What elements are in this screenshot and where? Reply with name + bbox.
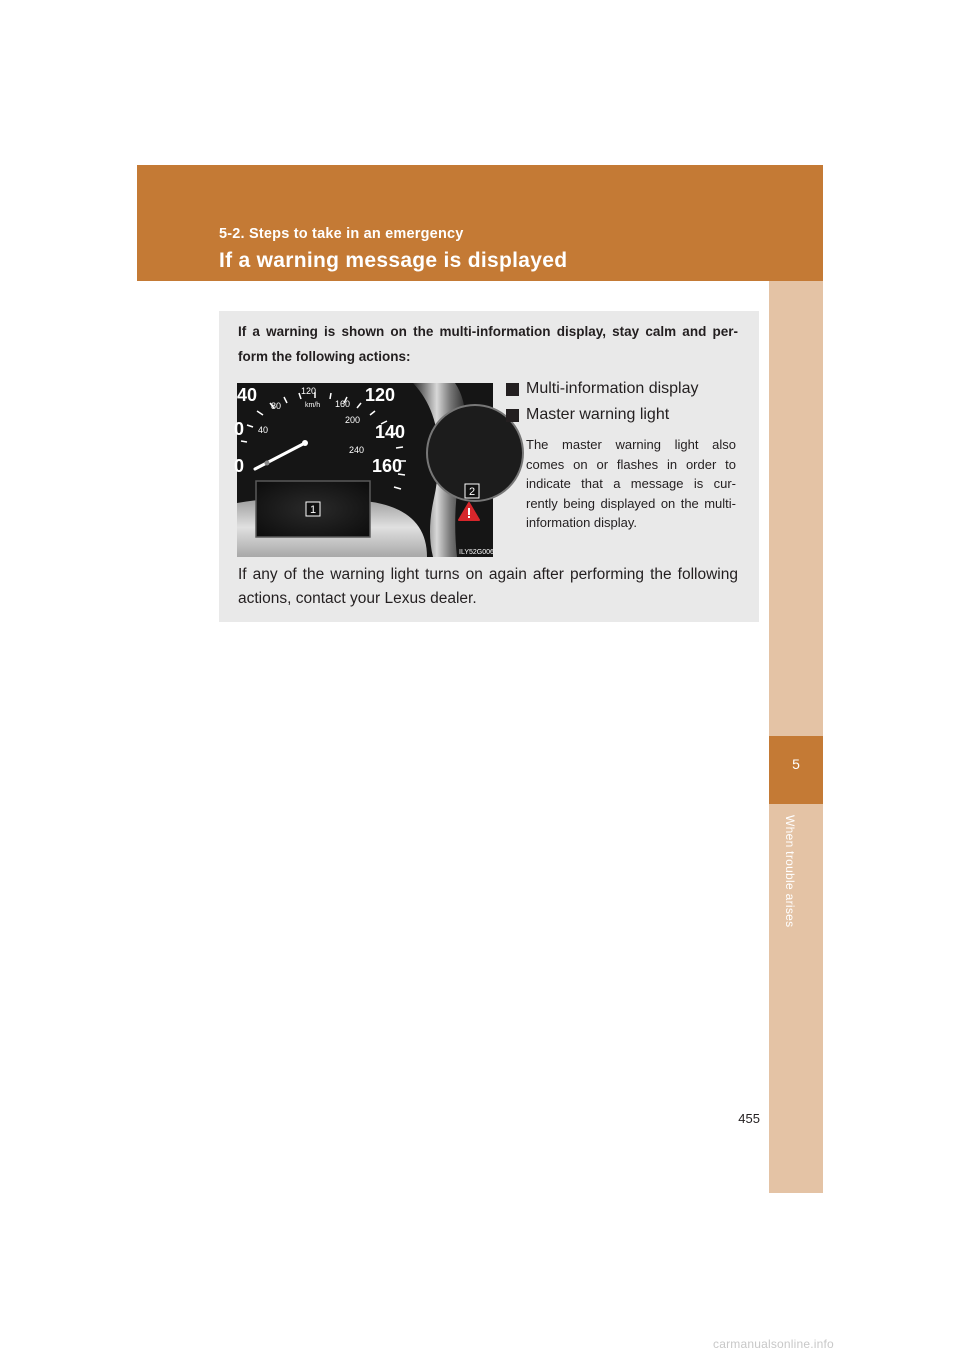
tick-label-140: 140 (375, 422, 406, 442)
intro-text: If a warning is shown on the multi-information display, stay calm and per- form the following actions: (238, 324, 738, 364)
number-box-1 (506, 383, 519, 396)
watermark: carmanualsonline.info (713, 1337, 834, 1351)
tick-label-0: 0 (234, 456, 245, 476)
legend-label-2: Master warning light (526, 406, 670, 423)
number-box-2 (506, 409, 519, 422)
instrument-cluster-figure (234, 383, 494, 557)
section-label: 5-2. Steps to take in an emergency (219, 226, 464, 242)
legend-label-1: Multi-information display (526, 380, 699, 397)
tick-label-40: 40 (237, 385, 258, 405)
callout-label-1: 1 (309, 504, 317, 516)
chapter-number: 5 (792, 756, 800, 772)
tick-label-200: 200 (345, 415, 361, 425)
tick-label-120-small: 120 (301, 386, 317, 396)
closing-text: If any of the warning light turns on again after performing the following actions, contact your Lexus dealer. (238, 566, 738, 607)
page-number: 455 (738, 1111, 760, 1126)
callout-label-2: 2 (468, 486, 476, 498)
tick-label-160-small: 160 (335, 399, 351, 409)
tick-label-240: 240 (349, 445, 365, 455)
tick-label-0-large: 0 (234, 419, 245, 439)
chapter-name: When trouble arises (783, 815, 797, 928)
page-title: If a warning message is displayed (219, 249, 568, 272)
figure-code: ILY52G006 (459, 549, 494, 556)
needle-hub (302, 440, 308, 446)
tick-label-80: 80 (271, 401, 282, 411)
tick-label-160: 160 (372, 456, 403, 476)
master-warning-note: The master warning light also comes on or flashes in order to indicate that a message is cur- rently being displayed on the multi-information display. (526, 437, 736, 530)
speed-unit: km/h (305, 402, 321, 409)
needle-tail (265, 461, 270, 466)
tick-label-40-small: 40 (258, 425, 269, 435)
tick-label-120: 120 (365, 385, 396, 405)
